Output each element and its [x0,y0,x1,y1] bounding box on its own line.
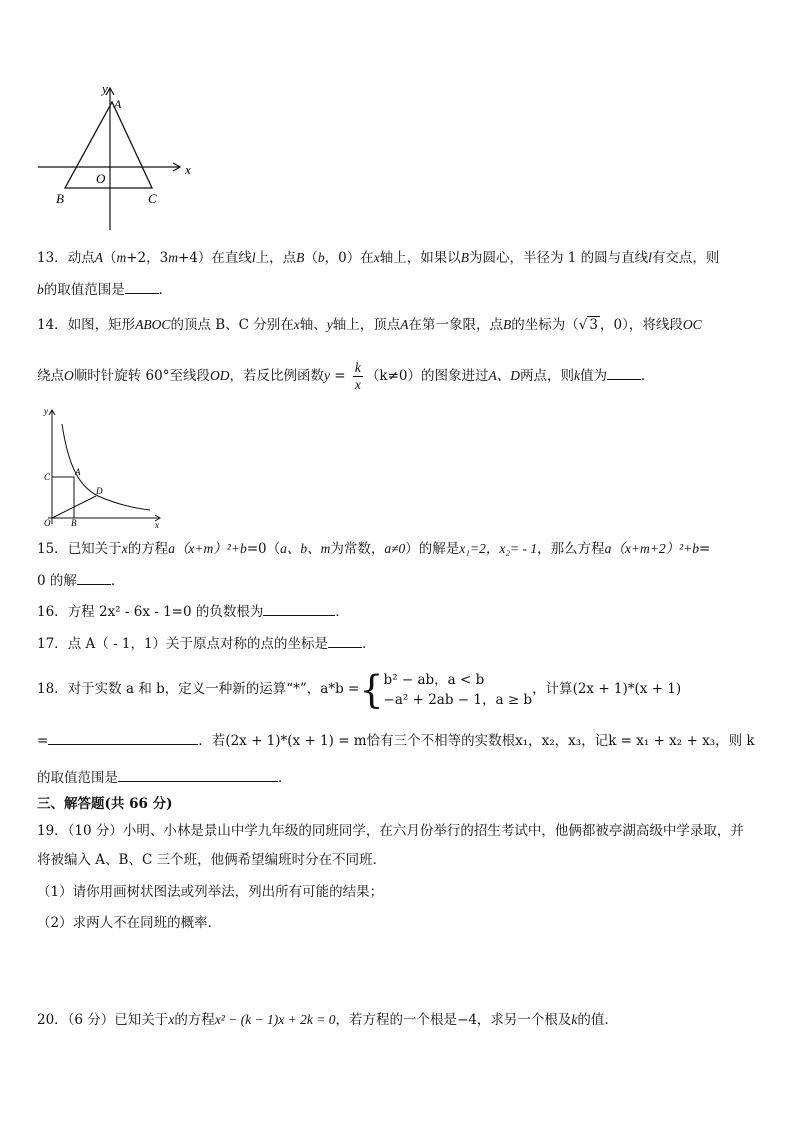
answer-blank-13[interactable] [125,279,159,294]
label-b: B [56,191,64,206]
question-19-part2: （2）求两人不在同班的概率． [37,915,222,931]
label-a: A [75,467,81,477]
label-d: D [96,486,103,496]
question-18-line3: 的取值范围是 ． [37,767,757,789]
hyperbola-figure [38,404,168,530]
label-x: x [185,162,191,177]
piecewise-cases: b² − ab，a < b −a² + 2ab − 1，a ≥ b [383,671,533,708]
question-13-line2: b的取值范围是 ． [37,279,757,301]
fraction-k-over-x: $\frac{k}{x}$ [354,360,361,392]
rectangle-abo-c [52,477,74,518]
question-14: 14．如图，矩形ABOC的顶点 B、C 分别在x轴、y轴上，顶点A在第一象限，点B的坐标为（√ 3 ，0），将线段OC [37,317,702,333]
question-19-part1: （1）请你用画树状图法或列举法，列出所有可能的结果； [37,884,384,900]
answer-blank-18a[interactable] [48,730,198,745]
question-18-line2: = ．若(2x + 1)*(x + 1) = m恰有三个不相等的实数根x₁，x₂，x₃，记k = x₁ + x₂ + x₃，则 k [37,730,757,752]
question-18: 18．对于实数 a 和 b，定义一种新的运算“*”，a*b ={ b² − ab，a < b −a² + 2ab − 1，a ≥ b ，计算(2x + 1)*(x + 1) [37,667,682,712]
label-y: y [44,406,48,416]
answer-blank-18b[interactable] [118,767,278,782]
question-15: 15．已知关于x的方程a（x+m）²+b=0（a、b、m为常数，a≠0）的解是x₁=2，x₂= - 1，那么方程a（x+m+2）²+b= [37,541,711,557]
answer-blank-15[interactable] [77,570,111,585]
question-14-line2: 绕点O顺时针旋转 60°至线段OD，若反比例函数y = $\frac{k}{x}$ （k≠0）的图象进过A、D两点，则k值为 ． [37,360,655,392]
label-a: A [114,97,122,111]
triangle-abc [65,102,152,188]
label-o: O [96,171,106,186]
triangle-figure [30,80,205,240]
label-x: x [155,520,159,530]
label-o: O [44,518,51,528]
label-y: y [102,81,108,96]
answer-blank-14[interactable] [607,365,641,380]
section-3-heading: 三、解答题(共 66 分) [37,796,173,812]
answer-blank-16[interactable] [263,601,335,616]
question-13: 13．动点A（m+2，3m+4）在直线l上，点B（b，0）在x轴上，如果以B为圆心，半径为 1 的圆与直线l有交点，则 [37,250,720,266]
question-20: 20．（6 分）已知关于x的方程x² − (k − 1)x + 2k = 0，若方程的一个根是−4，求另一个根及k的值. [37,1012,609,1028]
cases-brace: { [359,667,384,712]
question-15-line2: 0 的解 ． [37,570,757,592]
label-b: B [71,518,77,528]
answer-blank-17[interactable] [328,633,362,648]
label-c: C [148,191,157,206]
question-17: 17．点 A（ - 1，1）关于原点对称的点的坐标是 ． [37,633,757,655]
label-c: C [44,472,51,482]
question-16: 16．方程 2x² - 6x - 1=0 的负数根为 ． [37,601,757,623]
question-19-line2: 将被编入 A、B、C 三个班，他俩希望编班时分在不同班． [37,852,387,868]
question-19-line1: 19．（10 分）小明、小林是景山中学九年级的同班同学，在六月份举行的招生考试中，他俩都被亭湖高级中学录取，并 [37,823,744,839]
